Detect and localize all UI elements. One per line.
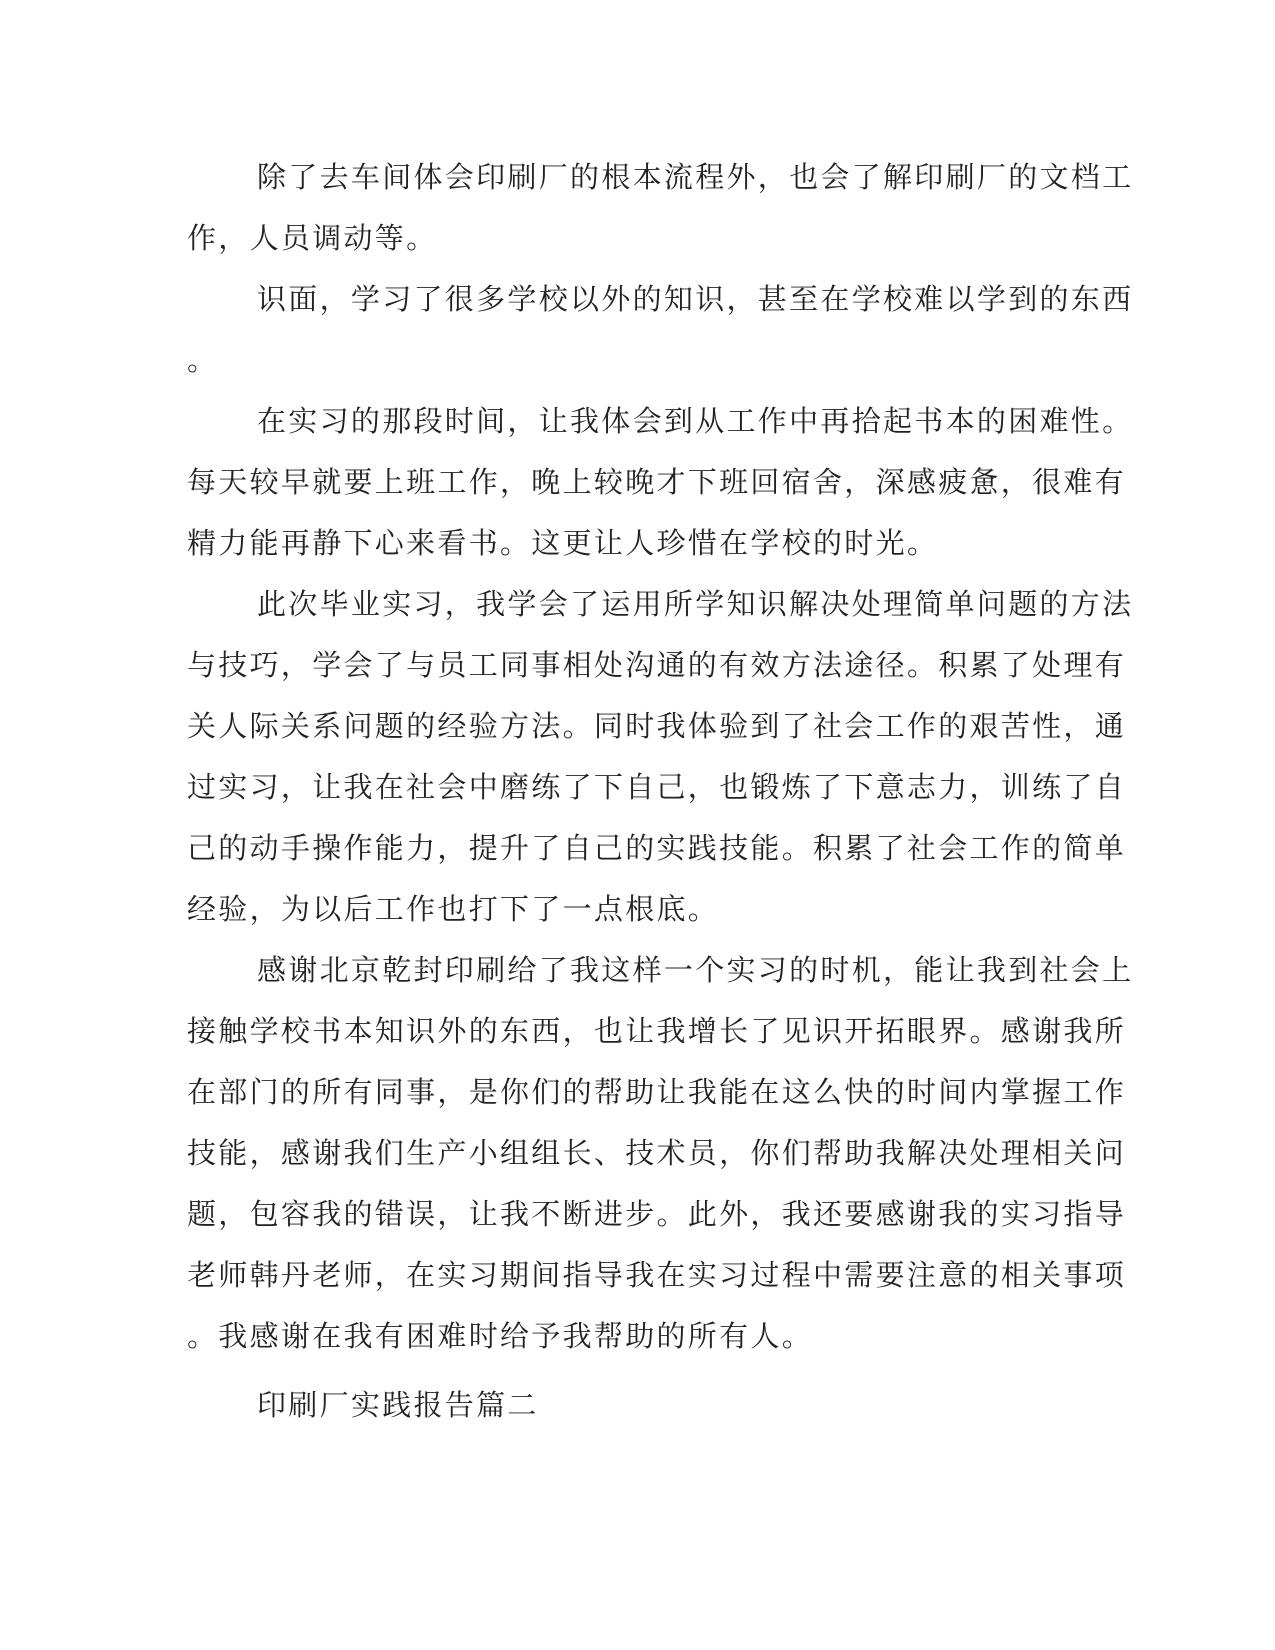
paragraph-line: 经验，为以后工作也打下了一点根底。 xyxy=(187,892,720,926)
paragraph-line: 己的动手操作能力，提升了自己的实践技能。积累了社会工作的简单 xyxy=(187,831,1127,865)
paragraph-line: 与技巧，学会了与员工同事相处沟通的有效方法途径。积累了处理有 xyxy=(187,648,1127,682)
paragraph-line: 老师韩丹老师，在实习期间指导我在实习过程中需要注意的相关事项 xyxy=(187,1258,1127,1292)
paragraph-line: 作，人员调动等。 xyxy=(187,221,438,255)
section-heading: 印刷厂实践报告篇二 xyxy=(257,1388,539,1422)
paragraph-line: 接触学校书本知识外的东西，也让我增长了见识开拓眼界。感谢我所 xyxy=(187,1014,1127,1048)
paragraph-4 xyxy=(187,582,1134,948)
paragraph-line: 技能，感谢我们生产小组组长、技术员，你们帮助我解决处理相关问 xyxy=(187,1136,1127,1170)
paragraph-line: 感谢北京乾封印刷给了我这样一个实习的时机，能让我到社会上 xyxy=(257,953,1134,987)
paragraph-line: 。我感谢在我有困难时给予我帮助的所有人。 xyxy=(187,1319,814,1353)
paragraph-line: 关人际关系问题的经验方法。同时我体验到了社会工作的艰苦性，通 xyxy=(187,709,1127,743)
paragraph-1 xyxy=(187,155,1134,277)
paragraph-line: 每天较早就要上班工作，晚上较晚才下班回宿舍，深感疲惫，很难有 xyxy=(187,465,1127,499)
paragraph-line: 过实习，让我在社会中磨练了下自己，也锻炼了下意志力，训练了自 xyxy=(187,770,1127,804)
paragraph-line: 在实习的那段时间，让我体会到从工作中再拾起书本的困难性。 xyxy=(257,404,1134,438)
paragraph-line: 题，包容我的错误，让我不断进步。此外，我还要感谢我的实习指导 xyxy=(187,1197,1127,1231)
paragraph-5 xyxy=(187,948,1134,1375)
paragraph-3 xyxy=(187,399,1134,582)
paragraph-line: 精力能再静下心来看书。这更让人珍惜在学校的时光。 xyxy=(187,526,939,560)
paragraph-line: 在部门的所有同事，是你们的帮助让我能在这么快的时间内掌握工作 xyxy=(187,1075,1127,1109)
paragraph-line: 识面，学习了很多学校以外的知识，甚至在学校难以学到的东西 xyxy=(257,282,1134,316)
paragraph-line: 除了去车间体会印刷厂的根本流程外，也会了解印刷厂的文档工 xyxy=(257,160,1134,194)
paragraph-line: 。 xyxy=(187,343,219,377)
document-body xyxy=(187,155,1134,1436)
paragraph-2 xyxy=(187,277,1134,399)
paragraph-line: 此次毕业实习，我学会了运用所学知识解决处理简单问题的方法 xyxy=(257,587,1134,621)
